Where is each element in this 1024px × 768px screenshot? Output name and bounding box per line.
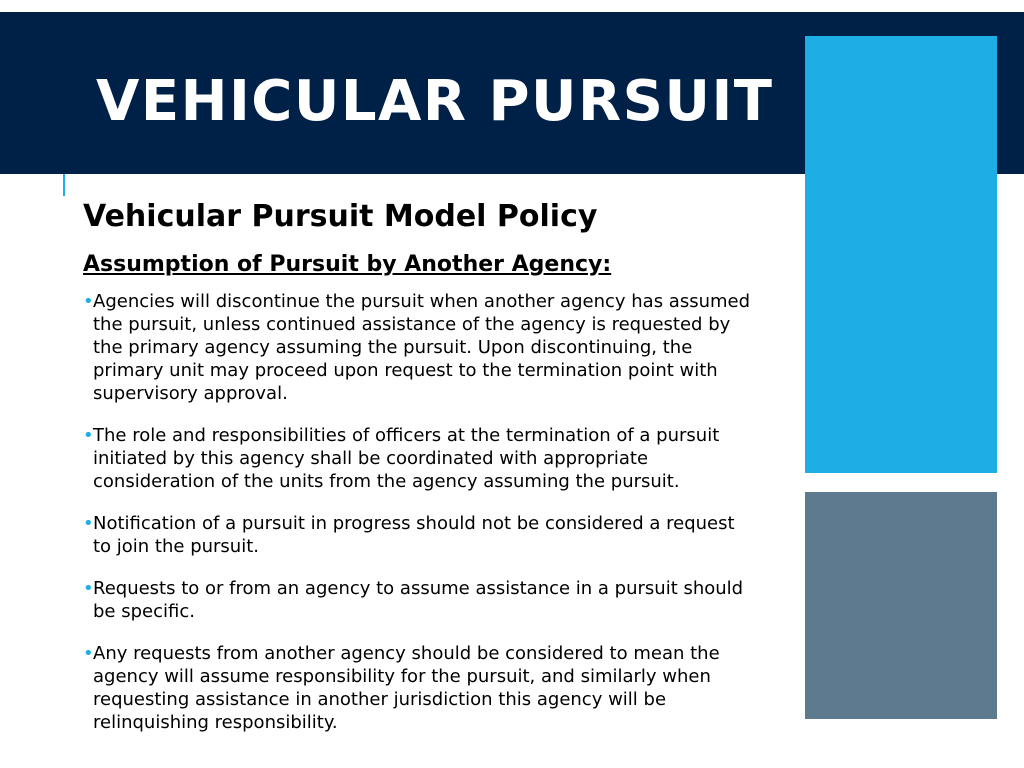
bullet-item (83, 424, 751, 493)
slide-body (83, 196, 751, 753)
bullet-text: Requests to or from an agency to assume assistance in a pursuit should be specific. (93, 578, 744, 622)
bullet-item (83, 577, 751, 623)
bullet-item (83, 512, 751, 558)
bullet-text: Any requests from another agency should be considered to mean the agency will assume responsibility for the pursuit, and similarly when requesting assistance in another jurisdiction this agency will be relinquishing responsibility. (93, 643, 720, 733)
bullet-dot-icon: • (83, 513, 94, 534)
bullet-item (83, 642, 751, 734)
accent-block-blue (805, 36, 997, 473)
bullet-dot-icon: • (83, 291, 94, 312)
text-cursor-mark (63, 174, 65, 196)
bullet-text: The role and responsibilities of officers at the termination of a pursuit initiated by this agency shall be coordinated with appropriate consideration of the units from the agency assuming the pursuit. (93, 425, 720, 492)
bullet-dot-icon: • (83, 643, 94, 664)
slide-subtitle: Vehicular Pursuit Model Policy (83, 199, 598, 234)
section-heading: Assumption of Pursuit by Another Agency: (83, 252, 612, 277)
bullet-item (83, 290, 751, 405)
bullet-dot-icon: • (83, 425, 94, 446)
bullet-dot-icon: • (83, 578, 94, 599)
bullet-list (83, 290, 751, 734)
bullet-text: Notification of a pursuit in progress should not be considered a request to join the pursuit. (93, 513, 735, 557)
accent-block-slate (805, 492, 997, 719)
bullet-text: Agencies will discontinue the pursuit when another agency has assumed the pursuit, unless continued assistance of the agency is requested by the primary agency assuming the pursuit. Upon discontinuing, the primary unit may proceed upon request to the termination point with supervisory approval. (93, 291, 751, 404)
slide-title: VEHICULAR PURSUIT (96, 69, 774, 134)
